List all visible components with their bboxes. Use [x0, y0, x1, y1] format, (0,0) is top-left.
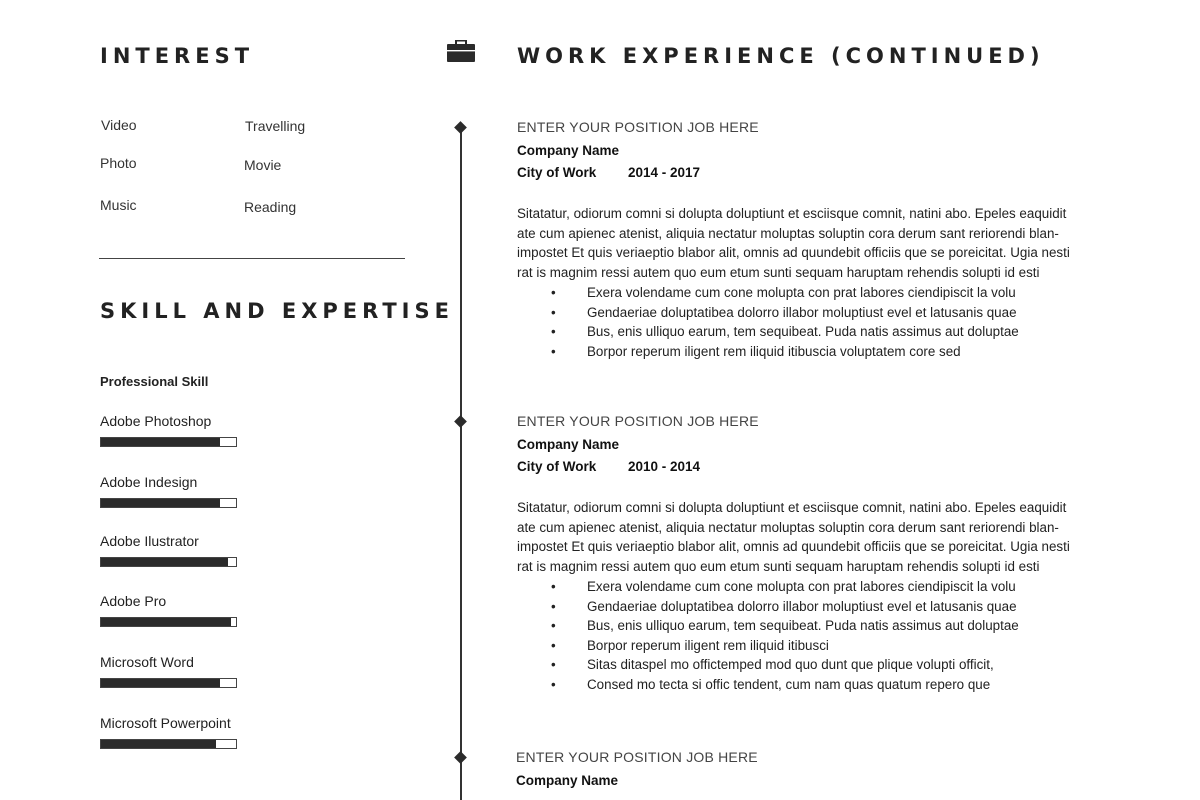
job-bullets: [517, 283, 1019, 361]
bullet-dot: •: [551, 618, 556, 634]
bullet-text: Exera volendame cum cone molupta con prat labores ciendipiscit la volu: [587, 579, 1016, 594]
bullet-text: Borpor reperum iligent rem iliquid itibuscia voluptatem core sed: [587, 343, 961, 359]
job-position: ENTER YOUR POSITION JOB HERE: [517, 119, 759, 135]
company-name: Company Name: [517, 437, 620, 452]
job-city: City of Work: [517, 459, 597, 474]
interest-item: Photo: [100, 155, 137, 171]
interest-item: Music: [100, 197, 137, 213]
description-line: ate cum apienec atenist, aliquia nectatur moluptas soluptin cora derum sant reriorendi blan-: [517, 225, 1059, 241]
interest-item: Travelling: [245, 118, 306, 134]
interest-item: Reading: [244, 199, 297, 215]
job-position: ENTER YOUR POSITION JOB HERE: [516, 749, 758, 765]
skill-level-fill: [101, 499, 220, 507]
bullet-dot: •: [551, 657, 556, 673]
description-line: Sitatatur, odiorum comni si dolupta doluptiunt et esciisque comnit, natini abo. Epeles eaquidit: [517, 206, 1067, 221]
skills-title: SKILL AND EXPERTISE: [100, 299, 454, 323]
description-line: rat is magnim ressi autem quo eum etum sunti sequam haruptam rehendis solupti id esti: [517, 558, 1040, 574]
job-bullets: [517, 577, 1019, 695]
interest-item: Video: [101, 117, 137, 133]
skill-level-fill: [101, 618, 231, 626]
job-description: [517, 204, 1117, 282]
timeline-line: [460, 128, 462, 800]
skill-level-fill: [101, 438, 220, 446]
bullet-item: [517, 322, 1019, 342]
timeline-marker: [454, 415, 467, 428]
bullet-text: Bus, enis ulliquo earum, tem sequibeat. Puda natis assimus aut doluptae: [587, 324, 1019, 340]
job-position: ENTER YOUR POSITION JOB HERE: [517, 413, 759, 429]
interest-item: Movie: [244, 157, 282, 173]
description-line: impostet Et quis veriaeptio blabor alit, omnis ad quundebit officiis que se poreicitat. Ugia nesti: [517, 245, 1070, 261]
job-years: 2014 - 2017: [628, 165, 701, 180]
skill-level-fill: [101, 679, 220, 687]
bullet-item: [517, 636, 1019, 656]
briefcase-icon: [447, 40, 475, 67]
work-experience-title: WORK EXPERIENCE (CONTINUED): [517, 44, 1045, 68]
timeline-marker: [454, 751, 467, 764]
skill-name: Adobe Pro: [100, 593, 167, 609]
bullet-text: Gendaeriae doluptatibea dolorro illabor moluptiust evel et latusanis quae: [587, 598, 1017, 614]
skill-level-bar: [100, 557, 237, 567]
job-years: 2010 - 2014: [628, 459, 701, 474]
bullet-item: [517, 675, 1019, 695]
company-name: Company Name: [517, 143, 620, 158]
bullet-dot: •: [551, 343, 556, 359]
bullet-item: [517, 655, 1019, 675]
description-line: impostet Et quis veriaeptio blabor alit, omnis ad quundebit officiis que se poreicitat. Ugia nesti: [517, 539, 1070, 555]
bullet-item: [517, 616, 1019, 636]
bullet-text: Borpor reperum iligent rem iliquid itibusci: [587, 637, 829, 653]
skill-name: Microsoft Powerpoint: [100, 715, 231, 731]
bullet-item: [517, 597, 1019, 617]
bullet-text: Consed mo tecta si offic tendent, cum nam quas quatum repero que: [587, 676, 991, 692]
skill-level-bar: [100, 739, 237, 749]
job-description: [517, 498, 1117, 576]
bullet-dot: •: [551, 637, 556, 653]
section-divider: [99, 258, 405, 259]
bullet-dot: •: [551, 598, 556, 614]
bullet-item: [517, 303, 1019, 323]
skill-name: Adobe Photoshop: [100, 413, 212, 429]
bullet-text: Exera volendame cum cone molupta con prat labores ciendipiscit la volu: [587, 285, 1016, 300]
bullet-text: Sitas ditaspel mo offictemped mod quo dunt que plique volupti officit,: [587, 657, 994, 673]
bullet-dot: •: [551, 285, 556, 300]
skill-group-title: Professional Skill: [100, 374, 209, 389]
description-line: rat is magnim ressi autem quo eum etum sunti sequam haruptam rehendis solupti id esti: [517, 264, 1040, 280]
description-line: ate cum apienec atenist, aliquia nectatur moluptas soluptin cora derum sant reriorendi blan-: [517, 519, 1059, 535]
bullet-dot: •: [551, 579, 556, 594]
skill-level-bar: [100, 498, 237, 508]
skill-level-fill: [101, 558, 228, 566]
skill-level-bar: [100, 617, 237, 627]
bullet-text: Gendaeriae doluptatibea dolorro illabor moluptiust evel et latusanis quae: [587, 304, 1017, 320]
bullet-dot: •: [551, 676, 556, 692]
skill-name: Microsoft Word: [100, 654, 194, 670]
description-line: Sitatatur, odiorum comni si dolupta doluptiunt et esciisque comnit, natini abo. Epeles eaquidit: [517, 500, 1067, 515]
bullet-dot: •: [551, 324, 556, 340]
skill-level-fill: [101, 740, 216, 748]
bullet-text: Bus, enis ulliquo earum, tem sequibeat. Puda natis assimus aut doluptae: [587, 618, 1019, 634]
bullet-item: [517, 342, 1019, 362]
skill-level-bar: [100, 678, 237, 688]
skill-name: Adobe Indesign: [100, 474, 198, 490]
company-name: Company Name: [516, 773, 619, 788]
skill-level-bar: [100, 437, 237, 447]
bullet-item: [517, 283, 1019, 303]
timeline-marker: [454, 121, 467, 134]
job-city: City of Work: [517, 165, 597, 180]
skill-name: Adobe Ilustrator: [100, 533, 199, 549]
bullet-item: [517, 577, 1019, 597]
bullet-dot: •: [551, 304, 556, 320]
interest-title: INTEREST: [100, 44, 255, 68]
